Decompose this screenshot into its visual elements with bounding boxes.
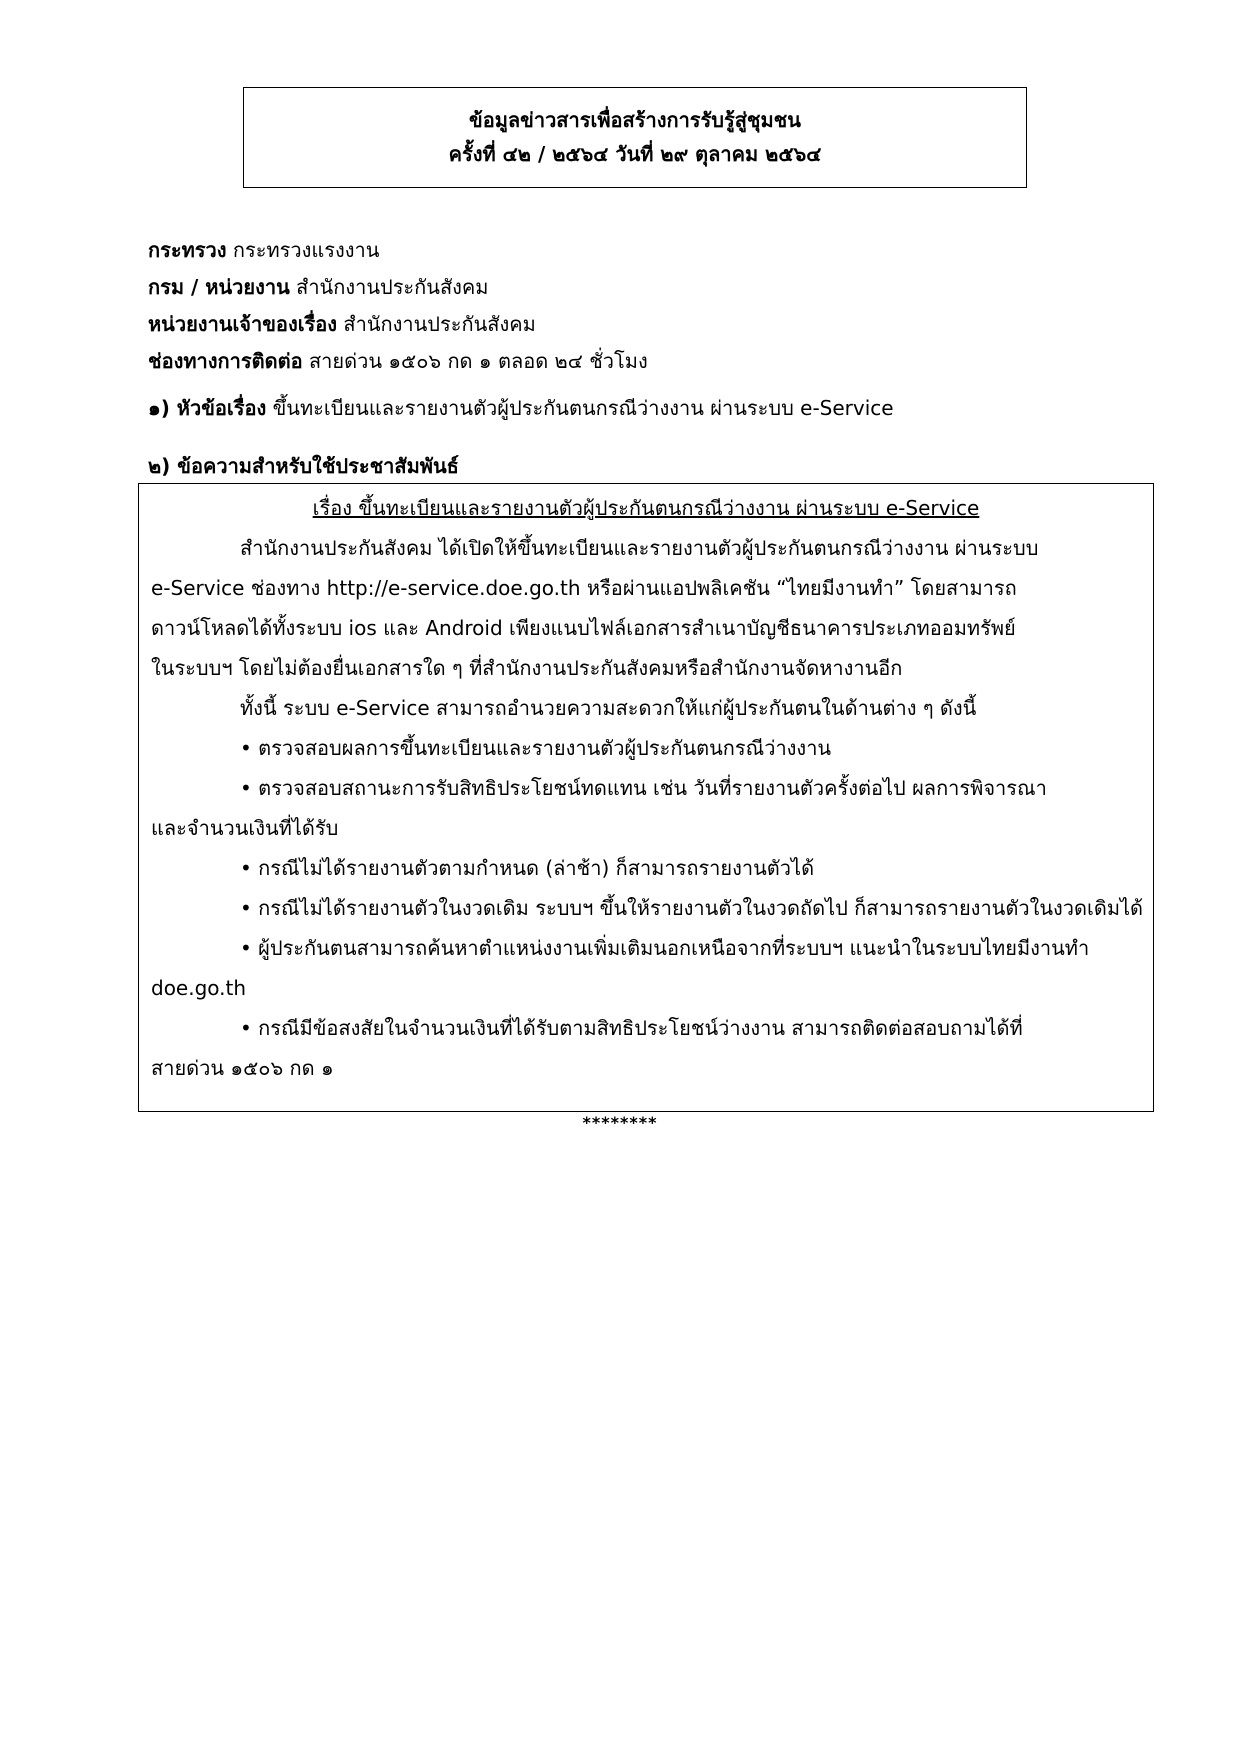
- end-marker: ********: [582, 1113, 658, 1132]
- message-line: ทั้งนี้ ระบบ e-Service สามารถอำนวยความสะดวกให้แก่ผู้ประกันตนในด้านต่าง ๆ ดังนี้: [240, 696, 977, 720]
- bullet-item: • ตรวจสอบสถานะการรับสิทธิประโยชน์ทดแทน เช่น วันที่รายงานตัวครั้งต่อไป ผลการพิจารณา: [240, 776, 1047, 800]
- message-line: ดาวน์โหลดได้ทั้งระบบ ios และ Android เพียงแนบไฟล์เอกสารสำเนาบัญชีธนาคารประเภทออมทรัพย์: [151, 616, 1016, 640]
- contact-value: สายด่วน ๑๕๐๖ กด ๑ ตลอด ๒๔ ชั่วโมง: [308, 349, 648, 373]
- header-title: ข้อมูลข่าวสารเพื่อสร้างการรับรู้สู่ชุมชน: [469, 108, 801, 132]
- department-label: กรม / หน่วยงาน: [148, 275, 290, 299]
- meta-owner: [148, 306, 648, 343]
- bullet-item-continuation: สายด่วน ๑๕๐๖ กด ๑: [151, 1056, 334, 1080]
- bullet-item: • กรณีไม่ได้รายงานตัวในงวดเดิม ระบบฯ ขึ้นให้รายงานตัวในงวดถัดไป ก็สามารถรายงานตัวในงวดเดิมได้: [240, 896, 1144, 920]
- message-line: e-Service ช่องทาง http://e-service.doe.go.th หรือผ่านแอปพลิเคชัน “ไทยมีงานทำ” โดยสามารถ: [151, 576, 1017, 600]
- department-value: สำนักงานประกันสังคม: [296, 275, 489, 299]
- message-title: เรื่อง ขึ้นทะเบียนและรายงานตัวผู้ประกันตนกรณีว่างงาน ผ่านระบบ e-Service: [312, 496, 980, 520]
- meta-department: [148, 269, 648, 306]
- bullet-item-continuation: doe.go.th: [151, 976, 247, 1000]
- bullet-item-continuation: และจำนวนเงินที่ได้รับ: [151, 816, 339, 840]
- bullet-item: • ผู้ประกันตนสามารถค้นหาตำแหน่งงานเพิ่มเติมนอกเหนือจากที่ระบบฯ แนะนำในระบบไทยมีงานทำ: [240, 936, 1090, 960]
- meta-section: [148, 232, 648, 380]
- message-line: ในระบบฯ โดยไม่ต้องยื่นเอกสารใด ๆ ที่สำนักงานประกันสังคมหรือสำนักงานจัดหางานอีก: [151, 656, 903, 680]
- header-issue-date: ครั้งที่ ๔๒ / ๒๕๖๔ วันที่ ๒๙ ตุลาคม ๒๕๖๔: [448, 142, 822, 166]
- message-line: สำนักงานประกันสังคม ได้เปิดให้ขึ้นทะเบียนและรายงานตัวผู้ประกันตนกรณีว่างงาน ผ่านระบบ: [240, 536, 1039, 560]
- meta-contact: [148, 343, 648, 380]
- contact-label: ช่องทางการติดต่อ: [148, 349, 303, 373]
- bullet-item: • กรณีไม่ได้รายงานตัวตามกำหนด (ล่าช้า) ก็สามารถรายงานตัวได้: [240, 856, 815, 880]
- bullet-item: • ตรวจสอบผลการขึ้นทะเบียนและรายงานตัวผู้ประกันตนกรณีว่างงาน: [240, 736, 832, 760]
- topic-value: ขึ้นทะเบียนและรายงานตัวผู้ประกันตนกรณีว่างงาน ผ่านระบบ e-Service: [272, 396, 894, 420]
- owner-label: หน่วยงานเจ้าของเรื่อง: [148, 312, 338, 336]
- topic-label: ๑) หัวข้อเรื่อง: [148, 396, 267, 420]
- bullet-item: • กรณีมีข้อสงสัยในจำนวนเงินที่ได้รับตามสิทธิประโยชน์ว่างงาน สามารถติดต่อสอบถามได้ที่: [240, 1016, 1023, 1040]
- ministry-label: กระทรวง: [148, 238, 227, 262]
- message-box: [138, 483, 1154, 1112]
- owner-value: สำนักงานประกันสังคม: [343, 312, 536, 336]
- ministry-value: กระทรวงแรงงาน: [232, 238, 380, 262]
- message-heading: ๒) ข้อความสำหรับใช้ประชาสัมพันธ์: [148, 454, 459, 478]
- topic-line: [148, 392, 894, 424]
- header-box: [243, 87, 1027, 188]
- meta-ministry: [148, 232, 648, 269]
